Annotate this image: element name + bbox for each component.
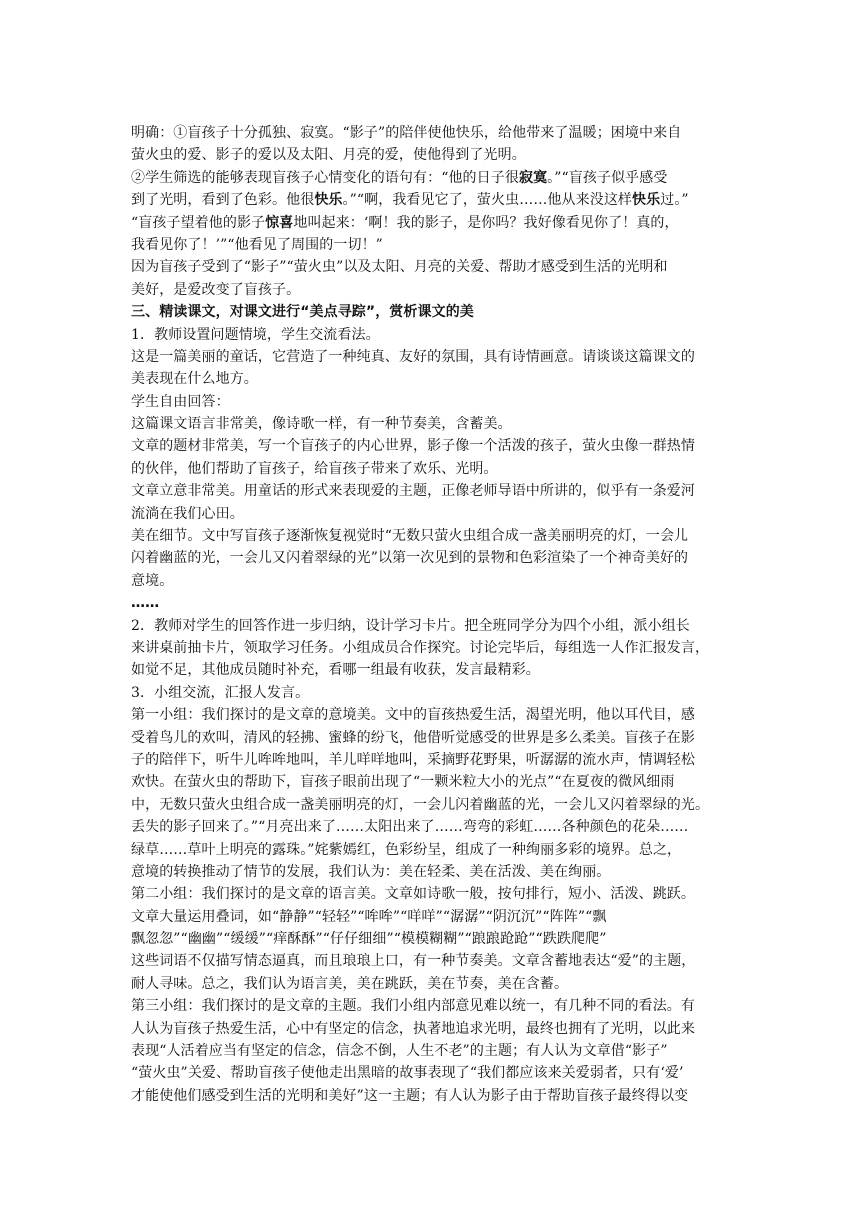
- text-segment: 过。”: [660, 192, 689, 209]
- text-line: [131, 950, 731, 972]
- text-line: [131, 1062, 731, 1084]
- text-line: [131, 704, 731, 726]
- text-segment: 来讲桌前抽卡片，领取学习任务。小组成员合作探究。讨论完毕后，每组选一人作汇报发言，: [131, 639, 710, 656]
- text-segment: 子的陪伴下，听牛儿哞哞地叫，羊儿咩咩地叫，采摘野花野果，听潺潺的流水声，情调轻松: [131, 751, 695, 768]
- text-line: [131, 503, 731, 525]
- text-line: [131, 122, 731, 144]
- text-line: [131, 570, 731, 592]
- text-line: [131, 435, 731, 457]
- text-segment: 美表现在什么地方。: [131, 371, 258, 388]
- text-line: [131, 1018, 731, 1040]
- text-segment: 如觉不足，其他成员随时补充，看哪一组最有收获，发言最精彩。: [131, 662, 540, 679]
- text-segment: 才能使他们感受到生活的光明和美好”这一主题；有人认为影子由于帮助盲孩子最终得以变: [131, 1087, 689, 1104]
- text-segment: 美好，是爱改变了盲孩子。: [131, 281, 301, 298]
- emphasized-text: 快乐: [314, 192, 343, 209]
- text-line: [131, 883, 731, 905]
- text-segment: 文章的题材非常美，写一个盲孩子的内心世界，影子像一个活泼的孩子，萤火虫像一群热情: [131, 438, 695, 455]
- emphasized-text: ……: [131, 595, 160, 612]
- text-line: [131, 413, 731, 435]
- text-segment: 3．小组交流，汇报人发言。: [131, 684, 310, 701]
- text-line: [131, 659, 731, 681]
- text-line: [131, 1040, 731, 1062]
- text-line: [131, 167, 731, 189]
- text-segment: 明确：①盲孩子十分孤独、寂寞。“影子”的陪伴使他快乐，给他带来了温暖；困境中来自: [131, 125, 682, 141]
- emphasized-text: 惊喜: [265, 214, 294, 231]
- text-segment: 这篇课文语言非常美，像诗歌一样，有一种节奏美，含蓄美。: [131, 416, 512, 433]
- text-segment: 这是一篇美丽的童话，它营造了一种纯真、友好的氛围，具有诗情画意。请谈谈这篇课文的: [131, 348, 695, 365]
- text-line: [131, 995, 731, 1017]
- text-line: [131, 234, 731, 256]
- text-line: [131, 480, 731, 502]
- text-line: [131, 771, 731, 793]
- text-segment: 学生自由回答：: [131, 393, 230, 410]
- text-segment: 因为盲孩子受到了“影子”“萤火虫”以及太阳、月亮的关爱、帮助才感受到生活的光明和: [131, 259, 668, 276]
- text-line: [131, 637, 731, 659]
- text-segment: 美在细节。文中写盲孩子逐渐恢复视觉时“无数只萤火虫组合成一盏美丽明亮的灯，一会儿: [131, 528, 689, 545]
- text-line: [131, 279, 731, 301]
- text-line: [131, 547, 731, 569]
- text-segment: 第二小组：我们探讨的是文章的语言美。文章如诗歌一般，按句排行，短小、活泼、跳跃。: [131, 886, 695, 903]
- text-segment: “萤火虫”关爱、帮助盲孩子使他走出黑暗的故事表现了“我们都应该来关爱弱者，只有‘爱’: [131, 1065, 684, 1082]
- text-segment: 这些词语不仅描写情态逼真，而且琅琅上口，有一种节奏美。文章含蓄地表达“爱”的主题，: [131, 953, 696, 970]
- text-line: [131, 682, 731, 704]
- text-segment: 中，无数只萤火虫组合成一盏美丽明亮的灯，一会儿闪着幽蓝的光，一会儿又闪着翠绿的光。: [131, 796, 710, 813]
- section-heading: [131, 301, 731, 323]
- text-segment: 三、精读课文，对课文进行“美点寻踪”，赏析课文的美: [131, 304, 474, 321]
- text-segment: 流淌在我们心田。: [131, 505, 244, 522]
- text-line: [131, 144, 731, 166]
- text-segment: 人认为盲孩子热爱生活，心中有坚定的信念，执著地追求光明，最终也拥有了光明，以此来: [131, 1020, 695, 1037]
- text-line: [131, 794, 731, 816]
- text-line: [131, 615, 731, 637]
- text-line: [131, 816, 731, 838]
- text-segment: 意境。: [131, 572, 174, 589]
- text-line: [131, 368, 731, 390]
- text-segment: 闪着幽蓝的光，一会儿又闪着翠绿的光”以第一次见到的景物和色彩渲染了一个神奇美好的: [131, 550, 689, 567]
- text-segment: 的伙伴，他们帮助了盲孩子，给盲孩子带来了欢乐、光明。: [131, 460, 498, 477]
- text-line: [131, 928, 731, 950]
- text-line: [131, 525, 731, 547]
- text-segment: “盲孩子望着他的影子: [131, 214, 266, 231]
- text-segment: 文章立意非常美。用童话的形式来表现爱的主题，正像老师导语中所讲的，似乎有一条爱河: [131, 483, 695, 500]
- text-line: [131, 189, 731, 211]
- text-line: [131, 391, 731, 413]
- text-line: [131, 1085, 731, 1107]
- text-segment: 萤火虫的爱、影子的爱以及太阳、月亮的爱，使他得到了光明。: [131, 147, 526, 164]
- text-line: [131, 458, 731, 480]
- text-segment: 文章大量运用叠词，如“静静”“轻轻”“哞哞”“咩咩”“潺潺”“阴沉沉”“阵阵”“飘: [131, 908, 607, 925]
- text-line: [131, 324, 731, 346]
- text-segment: 绿草……草叶上明亮的露珠。”姹紫嫣红，色彩纷呈，组成了一种绚丽多彩的境界。总之，: [131, 841, 682, 858]
- document-page: [131, 122, 731, 1107]
- text-segment: 。”“啊，我看见它了，萤火虫……他从来没这样: [342, 192, 633, 209]
- text-segment: 意境的转换推动了情节的发展，我们认为：美在轻柔、美在活泼、美在绚丽。: [131, 863, 611, 880]
- text-line: [131, 346, 731, 368]
- text-segment: 2．教师对学生的回答作进一步归纳，设计学习卡片。把全班同学分为四个小组，派小组长: [131, 617, 690, 634]
- text-line: [131, 749, 731, 771]
- text-segment: 。”“盲孩子似乎感受: [547, 169, 668, 186]
- text-segment: 1．教师设置问题情境，学生交流看法。: [131, 326, 380, 343]
- text-line: [131, 212, 731, 234]
- text-segment: 到了光明，看到了色彩。他很: [131, 192, 315, 209]
- emphasized-text: 寂寞: [518, 169, 548, 186]
- text-segment: 欢快。在萤火虫的帮助下，盲孩子眼前出现了“一颗米粒大小的光点”“在夏夜的微风细雨: [131, 774, 675, 791]
- text-line: [131, 973, 731, 995]
- text-segment: 地叫起来：‘啊！我的影子，是你吗？我好像看见你了！真的，: [293, 214, 679, 231]
- emphasized-text: 快乐: [632, 192, 661, 209]
- text-segment: 受着鸟儿的欢叫，清风的轻拂、蜜蜂的纷飞，他借听觉感受的世界是多么柔美。盲孩子在影: [131, 729, 695, 746]
- text-segment: 丢失的影子回来了。”“月亮出来了……太阳出来了……弯弯的彩虹……各种颜色的花朵……: [131, 819, 689, 836]
- text-line: [131, 727, 731, 749]
- text-segment: 第一小组：我们探讨的是文章的意境美。文中的盲孩热爱生活，渴望光明，他以耳代目，感: [131, 707, 695, 724]
- text-segment: ②学生筛选的能够表现盲孩子心情变化的语句有：“他的日子很: [131, 169, 519, 186]
- text-line: [131, 592, 731, 614]
- text-segment: 表现“人活着应当有坚定的信念，信念不倒，人生不老”的主题；有人认为文章借“影子”: [131, 1043, 668, 1060]
- text-segment: 第三小组：我们探讨的是文章的主题。我们小组内部意见难以统一，有几种不同的看法。有: [131, 998, 695, 1015]
- text-line: [131, 861, 731, 883]
- text-segment: 耐人寻味。总之，我们认为语言美，美在跳跃，美在节奏，美在含蓄。: [131, 975, 569, 992]
- text-line: [131, 256, 731, 278]
- text-line: [131, 906, 731, 928]
- text-segment: 飘忽忽”“幽幽”“缓缓”“痒酥酥”“仔仔细细”“模模糊糊”“踉踉跄跄”“跌跌爬爬”: [131, 931, 607, 948]
- text-line: [131, 839, 731, 861]
- text-segment: 我看见你了！’”“他看见了周围的一切！”: [131, 236, 383, 253]
